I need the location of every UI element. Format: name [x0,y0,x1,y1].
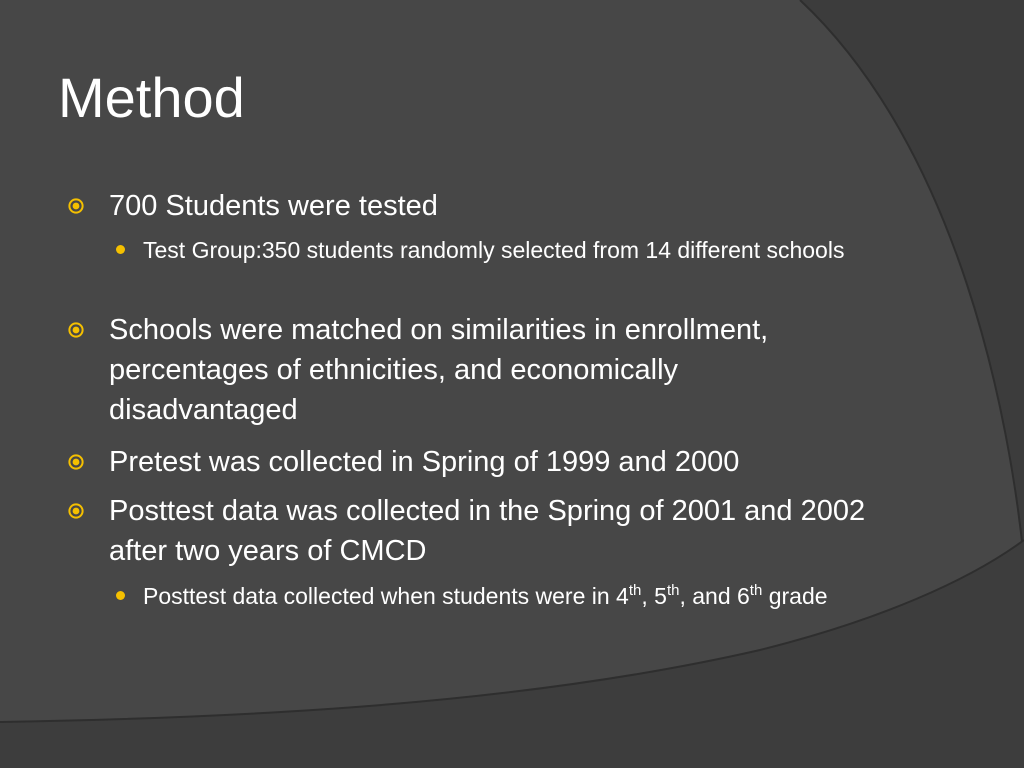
bullet-text: Pretest was collected in Spring of 1999 and 2000 [109,446,740,478]
bullet-text: Schools were matched on similarities in enrollment, percentages of ethnicities, and economically disadvantaged [109,314,769,426]
dot-bullet-icon [116,591,125,600]
sub-bullet-text-a: Posttest data collected when students were in 4 [143,583,629,609]
bullet-text: Posttest data was collected in the Spring of 2001 and 2002 after two years of CMCD [109,495,866,567]
sub-bullet-text-b: , 5 [641,583,667,609]
bullet-schools-matched [109,310,869,430]
target-bullet-icon [68,322,84,338]
sub-bullet-text: Test Group:350 students randomly selected from 14 different schools [143,237,845,263]
bullet-pretest [109,442,869,482]
sub-bullet-grades [143,579,873,613]
superscript-th: th [628,582,642,599]
target-bullet-icon [68,503,84,519]
sub-bullet-text-c: , and 6 [679,583,750,609]
background-wave-bottom [0,540,1024,768]
superscript-th: th [666,582,680,599]
bullet-students-tested [109,186,869,226]
bullet-posttest [109,491,869,571]
superscript-th: th [749,582,763,599]
dot-bullet-icon [116,245,125,254]
bullet-text: 700 Students were tested [109,190,438,222]
sub-bullet-test-group [143,233,873,267]
sub-bullet-text-d: grade [762,583,828,609]
target-bullet-icon [68,454,84,470]
target-bullet-icon [68,198,84,214]
slide-title: Method [58,66,245,129]
